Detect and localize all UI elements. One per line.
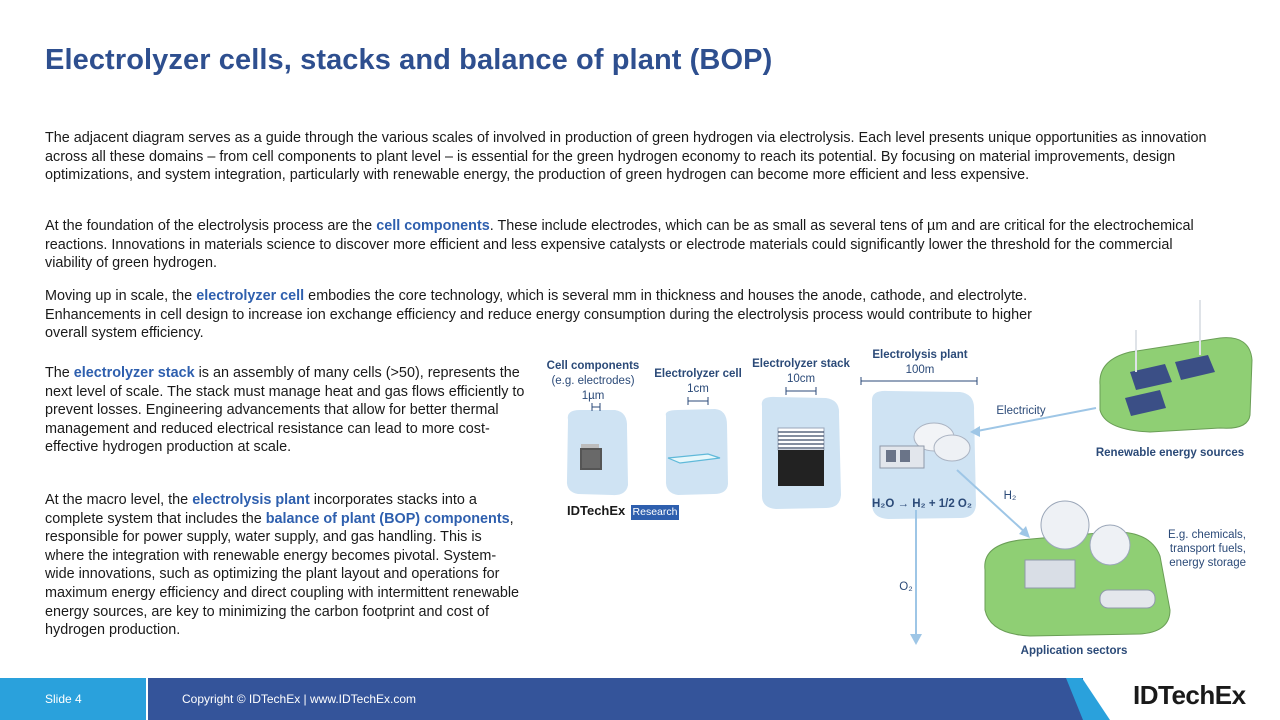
o2-arrowhead — [910, 634, 922, 645]
footer-copyright: Copyright © IDTechEx | www.IDTechEx.com — [182, 692, 417, 706]
slide-number: Slide 4 — [45, 692, 82, 706]
applications-examples-1: E.g. chemicals, — [1168, 529, 1246, 541]
plant-tank-2 — [934, 435, 970, 461]
slide-title: Electrolyzer cells, stacks and balance of plant (BOP) — [45, 44, 773, 76]
idtechex-logo: IDTechEx — [1133, 680, 1246, 710]
applications-examples-3: energy storage — [1169, 557, 1246, 569]
diagram-brand-logo: IDTechEx — [567, 503, 626, 518]
h2-label: H₂ — [1003, 490, 1017, 502]
stack-block — [778, 450, 824, 486]
electricity-label: Electricity — [996, 405, 1046, 417]
highlight-bop-components: balance of plant (BOP) components — [265, 510, 510, 527]
renewable-island — [1100, 338, 1252, 432]
o2-label: O₂ — [899, 581, 913, 593]
text: At the foundation of the electrolysis process are the — [45, 218, 377, 234]
cell-components-sub: (e.g. electrodes) — [551, 375, 635, 387]
storage-sphere-2 — [1090, 525, 1130, 565]
text: . These include electrodes, which can be as small as several tens of µm and are critical for the electrochemical reactions. Innovations in materials science to discover more efficient and less expensive catalysts or electrode materials could significantly lower the threshold for the commercial viability of green hydrogen. — [45, 218, 1194, 272]
stack-lines — [778, 428, 824, 450]
applications-examples-2: transport fuels, — [1169, 543, 1246, 555]
electrolyzer-cell-label: Electrolyzer cell — [654, 368, 742, 380]
footer-slide-section — [0, 678, 146, 720]
text: embodies the core technology, which is several mm in thickness and houses the anode, cathode, and electrolyte. Enhancements in cell design to increase ion exchange efficiency and reduce energy consumption during the electrolysis process would contribute to higher overall system efficiency. — [45, 288, 1032, 342]
text: is an assembly of many cells (>50), represents the next level of scale. The stack must manage heat and gas flows efficiently to prevent losses. Engineering advancements that allow for better thermal management and reduced electrical resistance can lead to more cost-effective hydrogen production at scale. — [45, 365, 525, 456]
electrolysis-plant-label: Electrolysis plant — [872, 349, 968, 361]
highlight-electrolyzer-cell: electrolyzer cell — [196, 288, 305, 304]
electrolysis-plant-scale: 100m — [905, 364, 935, 376]
footer-main-section — [148, 678, 1083, 720]
storage-sphere-1 — [1041, 501, 1089, 549]
tanker-truck — [1100, 590, 1155, 608]
highlight-electrolyzer-stack: electrolyzer stack — [73, 365, 195, 381]
application-island — [985, 532, 1170, 636]
text: , responsible for power supply, water supply, and gas handling. This is where the integration with renewable energy becomes pivotal. System-wide innovations, such as optimizing the plant layout and operations for maximum energy efficiency and direct coupling with intermittent renewable energy sources, are key to minimizing the carbon footprint and cost of hydrogen production. — [45, 510, 520, 639]
application-label: Application sectors — [1020, 645, 1128, 657]
text: The — [45, 365, 74, 381]
plant-unit-detail-2 — [900, 450, 910, 462]
text: incorporates stacks into a complete system that includes the — [45, 492, 477, 527]
text: Moving up in scale, the — [45, 288, 197, 304]
diagram-brand-tag: Research — [632, 506, 678, 518]
cell-components-scale: 1µm — [581, 390, 605, 402]
electrolyzer-stack-scale: 10cm — [786, 373, 816, 385]
processing-unit — [1025, 560, 1075, 588]
electrolyzer-cell-scale: 1cm — [687, 383, 709, 395]
electrolyzer-cell-blob — [666, 409, 728, 495]
reaction-equation: H₂O → H₂ + 1/2 O₂ — [871, 498, 972, 510]
plant-unit-detail — [886, 450, 896, 462]
highlight-cell-components: cell components — [376, 218, 490, 234]
intro-paragraph: The adjacent diagram serves as a guide through the various scales of involved in production of green hydrogen via electrolysis. Each level presents unique opportunities as innovation across all these domains – from cell components to plant level – is essential for the green hydrogen economy to reach its potential. By focusing on material improvements, design optimizations, and system integration, particularly with renewable energy, the production of green hydrogen can become more efficient and less expensive. — [45, 130, 1207, 184]
text: At the macro level, the — [45, 492, 193, 508]
electrolyzer-stack-label: Electrolyzer stack — [752, 358, 850, 370]
renewable-label: Renewable energy sources — [1095, 447, 1245, 459]
cell-components-label: Cell components — [546, 360, 640, 372]
electrode-cube-top — [581, 444, 599, 448]
highlight-electrolysis-plant: electrolysis plant — [192, 492, 310, 508]
footer-accent — [1066, 678, 1110, 720]
electrode-cube-texture — [582, 450, 600, 468]
